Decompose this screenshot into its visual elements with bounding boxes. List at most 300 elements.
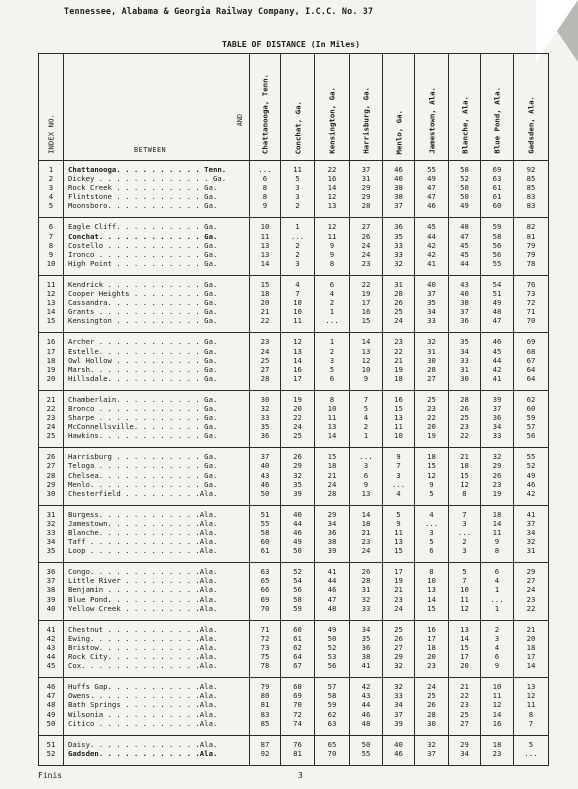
distance-value: 51 xyxy=(260,509,270,519)
distance-value: 29 xyxy=(394,652,403,662)
distance-cell xyxy=(281,333,315,390)
distance-value: 68 xyxy=(293,682,302,692)
distance-value: 37 xyxy=(460,307,469,317)
distance-value: 9 xyxy=(363,373,369,383)
distance-value: 62 xyxy=(526,394,536,404)
station-name: Blue Pond. . . . . . . . . . .Ala. xyxy=(68,594,218,604)
distance-cell xyxy=(383,735,415,765)
index-cell xyxy=(39,333,64,390)
distance-cell xyxy=(350,218,383,275)
distance-value: 45 xyxy=(460,249,469,259)
distance-value: 37 xyxy=(361,165,371,174)
distance-value: 70 xyxy=(327,748,337,758)
document-header: Tennessee, Alabama & Georgia Railway Company, I.C.C. No. 37 xyxy=(64,6,374,16)
distance-cell xyxy=(250,563,281,620)
index-cell xyxy=(39,563,64,620)
distance-value: 28 xyxy=(361,201,371,211)
distance-value: 37 xyxy=(427,748,436,758)
distance-value: 18 xyxy=(260,289,270,299)
distance-value: 24 xyxy=(394,603,403,613)
distance-value: 19 xyxy=(394,576,403,586)
distance-value: 35 xyxy=(460,337,469,347)
distance-value: 78 xyxy=(260,661,270,671)
distance-value: 10 xyxy=(327,403,337,413)
distance-value: 41 xyxy=(427,258,436,268)
distance-value: 56 xyxy=(327,661,337,671)
station-name: Harrisburg . . . . . . . . . . Ga. xyxy=(68,452,218,462)
index-number: 25 xyxy=(46,431,56,441)
index-number: 7 xyxy=(48,231,54,241)
station-name: Owl Hollow . . . . . . . . . . Ga. xyxy=(68,355,218,365)
index-number: 23 xyxy=(46,413,56,423)
distance-value: 12 xyxy=(526,691,536,701)
distance-value: 63 xyxy=(327,718,337,728)
index-number: 34 xyxy=(46,537,56,547)
distance-value: 14 xyxy=(327,431,337,441)
distance-value: 10 xyxy=(293,298,302,308)
distance-value: 14 xyxy=(427,594,436,604)
distance-value: 4 xyxy=(295,279,300,289)
distance-value: 35 xyxy=(394,231,403,241)
distance-value: 15 xyxy=(394,546,403,556)
distance-value: 8 xyxy=(262,192,268,202)
distance-value: 24 xyxy=(361,546,371,556)
distance-value: 4 xyxy=(329,289,335,299)
distance-cell xyxy=(281,563,315,620)
distance-value: 33 xyxy=(427,316,436,326)
distance-value: 17 xyxy=(526,652,536,662)
distance-value: 9 xyxy=(329,249,335,259)
distance-cell xyxy=(350,563,383,620)
index-number: 14 xyxy=(46,307,56,317)
distance-value: 73 xyxy=(526,289,536,299)
distance-value: 29 xyxy=(526,567,536,577)
distance-value: 17 xyxy=(394,567,403,577)
distance-value: 45 xyxy=(460,240,469,250)
distance-cell xyxy=(315,218,350,275)
distance-value: 10 xyxy=(492,682,502,692)
distance-cell xyxy=(315,275,350,332)
distance-value: 4 xyxy=(363,413,369,423)
index-number: 40 xyxy=(46,603,56,613)
station-name: Hillsdale. . . . . . . . . . . Ga. xyxy=(68,373,218,383)
station-header-label: Kensington, Ga. xyxy=(327,87,337,154)
distance-value: 40 xyxy=(260,461,270,471)
distance-value: 61 xyxy=(492,192,502,202)
distance-value: 36 xyxy=(492,413,502,423)
station-name: Citico . . . . . . . . . . . .Ala. xyxy=(68,718,218,728)
index-number: 35 xyxy=(46,546,56,556)
distance-value: 40 xyxy=(394,739,403,749)
distance-value: 83 xyxy=(526,201,536,211)
distance-value: 46 xyxy=(394,748,403,758)
distance-value: 34 xyxy=(460,346,469,356)
distance-value: 15 xyxy=(427,603,436,613)
distance-value: 23 xyxy=(492,479,502,489)
table-row-group xyxy=(39,505,549,562)
distance-value: 12 xyxy=(293,337,302,347)
distance-value: 43 xyxy=(460,279,469,289)
index-number: 36 xyxy=(46,567,56,577)
distance-value: 78 xyxy=(526,258,536,268)
table-row-group xyxy=(39,333,549,390)
station-name: Archer . . . . . . . . . . . . Ga. xyxy=(68,337,218,347)
distance-value: 12 xyxy=(327,192,337,202)
distance-value: 49 xyxy=(293,537,302,547)
distance-cell xyxy=(514,563,549,620)
distance-value: 33 xyxy=(361,603,371,613)
station-header xyxy=(250,54,281,161)
distance-cell xyxy=(415,505,449,562)
station-name: Eagle Cliff. . . . . . . . . . Ga. xyxy=(68,222,218,232)
distance-value: 26 xyxy=(427,700,436,710)
index-number: 32 xyxy=(46,518,56,528)
distance-value: 18 xyxy=(492,509,502,519)
distance-value: 22 xyxy=(293,413,302,423)
distance-value: 59 xyxy=(327,700,337,710)
distance-value: 24 xyxy=(293,422,302,432)
distance-value: 27 xyxy=(260,364,270,374)
distance-value: 29 xyxy=(293,461,302,471)
distance-value: 27 xyxy=(361,222,371,232)
distance-value: 2 xyxy=(462,537,467,547)
distance-value: 2 xyxy=(494,624,500,634)
distance-value: 44 xyxy=(361,700,371,710)
distance-cell xyxy=(481,161,514,218)
station-header-label: Blanche, Ala. xyxy=(460,96,469,154)
distance-value: 8 xyxy=(528,709,534,719)
distance-value: 34 xyxy=(394,700,403,710)
table-header-row xyxy=(39,54,549,161)
distance-value: 61 xyxy=(293,633,302,643)
distance-value: 1 xyxy=(295,222,300,232)
station-name: Rock City. . . . . . . . . . .Ala. xyxy=(68,652,218,662)
distance-value: 49 xyxy=(526,470,536,480)
distance-cell xyxy=(481,505,514,562)
distance-value: 21 xyxy=(526,624,536,634)
station-header-label: Blue Pond, Ala. xyxy=(492,87,502,154)
page-number: 3 xyxy=(298,771,303,780)
distance-value: 19 xyxy=(361,289,371,299)
distance-cell xyxy=(514,735,549,765)
station-name-cell xyxy=(64,505,250,562)
distance-value: 27 xyxy=(427,373,436,383)
distance-value: 51 xyxy=(492,289,502,299)
distance-value: 65 xyxy=(260,576,270,586)
distance-value: 7 xyxy=(396,461,401,471)
station-name: Chesterfield . . . . . . . . .Ala. xyxy=(68,488,218,498)
table-row-group xyxy=(39,275,549,332)
distance-value: 23 xyxy=(526,594,536,604)
distance-cell xyxy=(514,390,549,447)
index-number: 18 xyxy=(46,355,56,365)
index-number: 27 xyxy=(46,461,56,471)
distance-value: 6 xyxy=(494,652,500,662)
distance-value: 25 xyxy=(394,624,403,634)
distance-value: 16 xyxy=(327,174,337,184)
distance-table-body xyxy=(39,161,549,766)
distance-value: 27 xyxy=(460,718,469,728)
distance-value: 38 xyxy=(394,183,403,193)
distance-value: 25 xyxy=(293,431,302,441)
station-name: Blanche. . . . . . . . . . . .Ala. xyxy=(68,528,218,537)
distance-value: 55 xyxy=(260,518,270,528)
distance-cell xyxy=(281,448,315,505)
table-row-group xyxy=(39,563,549,620)
distance-cell xyxy=(315,161,350,218)
distance-value: 23 xyxy=(361,258,371,268)
distance-value: 37 xyxy=(526,518,536,528)
between-header xyxy=(64,54,250,161)
distance-value: 22 xyxy=(361,279,371,289)
distance-value: 26 xyxy=(361,567,371,577)
station-name-cell xyxy=(64,333,250,390)
distance-value: 9 xyxy=(396,452,401,462)
station-name: Kendrick . . . . . . . . . . . Ga. xyxy=(68,279,218,289)
distance-value: 85 xyxy=(526,183,536,193)
distance-value: 11 xyxy=(492,528,502,537)
index-number: 45 xyxy=(46,661,56,671)
distance-value: 70 xyxy=(260,603,270,613)
distance-value: 14 xyxy=(361,337,371,347)
distance-value: 25 xyxy=(460,709,469,719)
distance-value: 12 xyxy=(327,222,337,232)
distance-value: 83 xyxy=(260,709,270,719)
distance-cell xyxy=(350,275,383,332)
distance-value: 25 xyxy=(460,413,469,423)
distance-value: 14 xyxy=(492,518,502,528)
distance-value: 13 xyxy=(361,346,371,356)
distance-value: 87 xyxy=(260,739,270,749)
distance-value: 69 xyxy=(492,165,502,174)
distance-value: 7 xyxy=(363,394,369,404)
index-number: 49 xyxy=(46,709,56,719)
distance-value: 19 xyxy=(492,488,502,498)
distance-value: 24 xyxy=(394,316,403,326)
distance-cell xyxy=(514,333,549,390)
station-name: Chestnut . . . . . . . . . . .Ala. xyxy=(68,624,218,634)
distance-value: 3 xyxy=(295,258,300,268)
distance-value: 25 xyxy=(427,691,436,701)
index-number: 50 xyxy=(46,718,56,728)
distance-value: 55 xyxy=(361,748,371,758)
station-name: McConnellsville. . . . . . . . Ga. xyxy=(68,422,218,432)
table-row-group xyxy=(39,390,549,447)
distance-value: 22 xyxy=(526,603,536,613)
index-number: 30 xyxy=(46,488,56,498)
distance-value: 13 xyxy=(526,682,536,692)
station-name-cell xyxy=(64,563,250,620)
index-number: 21 xyxy=(46,394,56,404)
station-name: Chamberlain. . . . . . . . . . Ga. xyxy=(68,394,218,404)
index-number: 1 xyxy=(48,165,54,174)
distance-value: 56 xyxy=(293,585,302,595)
distance-cell xyxy=(350,620,383,677)
index-cell xyxy=(39,505,64,562)
distance-value: 21 xyxy=(361,528,371,537)
station-header xyxy=(315,54,350,161)
distance-value: 68 xyxy=(526,346,536,356)
distance-cell xyxy=(481,563,514,620)
distance-value: 19 xyxy=(427,431,436,441)
distance-value: 32 xyxy=(394,258,403,268)
distance-value: 40 xyxy=(427,279,436,289)
distance-value: 21 xyxy=(460,452,469,462)
distance-value: 1 xyxy=(494,603,500,613)
station-name: Dickey . . . . . . . . . . . . . Ga. xyxy=(68,174,227,184)
distance-value: 54 xyxy=(492,279,502,289)
station-name: Estelle. . . . . . . . . . . . Ga. xyxy=(68,346,218,356)
distance-cell xyxy=(250,505,281,562)
distance-value: 13 xyxy=(260,249,270,259)
distance-value: 25 xyxy=(260,355,270,365)
distance-cell xyxy=(449,218,481,275)
distance-value: 32 xyxy=(427,337,436,347)
distance-value: 31 xyxy=(460,364,469,374)
distance-value: 45 xyxy=(427,222,436,232)
table-row-group xyxy=(39,678,549,735)
distance-value: 67 xyxy=(526,355,536,365)
station-name: Little River . . . . . . . . .Ala. xyxy=(68,576,218,586)
station-header xyxy=(449,54,481,161)
distance-value: 34 xyxy=(526,528,536,537)
distance-value: 9 xyxy=(262,201,268,211)
station-name: Loop . . . . . . . . . . . . .Ala. xyxy=(68,546,218,556)
distance-cell xyxy=(250,448,281,505)
distance-value: 11 xyxy=(526,700,536,710)
distance-value: 19 xyxy=(394,364,403,374)
distance-cell xyxy=(281,390,315,447)
distance-cell xyxy=(449,275,481,332)
index-cell xyxy=(39,735,64,765)
distance-value: 16 xyxy=(361,307,371,317)
station-name-cell xyxy=(64,735,250,765)
distance-value: 37 xyxy=(394,201,403,211)
distance-value: 11 xyxy=(260,231,270,241)
distance-value: 37 xyxy=(260,452,270,462)
station-header-label: Harrisburg, Ga. xyxy=(361,87,371,154)
distance-value: 48 xyxy=(361,718,371,728)
distance-value: 69 xyxy=(260,594,270,604)
distance-value: 50 xyxy=(460,192,469,202)
distance-value: 12 xyxy=(460,603,469,613)
distance-value: 59 xyxy=(492,222,502,232)
index-number: 26 xyxy=(46,452,56,462)
distance-value: 34 xyxy=(327,518,337,528)
distance-value: 9 xyxy=(494,661,500,671)
index-number: 44 xyxy=(46,652,56,662)
distance-value: 52 xyxy=(460,174,469,184)
distance-value: 13 xyxy=(327,201,337,211)
index-number: 6 xyxy=(48,222,54,232)
distance-value: 22 xyxy=(327,165,337,174)
distance-cell xyxy=(449,620,481,677)
index-number: 41 xyxy=(46,624,56,634)
distance-value: 3 xyxy=(363,461,369,471)
station-name: Rock Creek . . . . . . . . . . Ga. xyxy=(68,183,218,193)
distance-value: 22 xyxy=(460,431,469,441)
index-number: 42 xyxy=(46,633,56,643)
distance-value: 18 xyxy=(427,642,436,652)
station-name: Moonsboro. . . . . . . . . . . Ga. xyxy=(68,201,218,211)
index-number: 51 xyxy=(46,739,56,749)
station-name: Chattanooga. . . . . . . . . . Tenn. xyxy=(68,165,227,174)
distance-value: 2 xyxy=(363,422,369,432)
distance-value: 80 xyxy=(260,691,270,701)
station-name: Wilsonia . . . . . . . . . . .Ala. xyxy=(68,709,218,719)
station-header xyxy=(383,54,415,161)
distance-value: 13 xyxy=(394,537,403,547)
index-number: 39 xyxy=(46,594,56,604)
index-cell xyxy=(39,390,64,447)
distance-value: 35 xyxy=(293,479,302,489)
distance-value: 29 xyxy=(361,183,371,193)
distance-value: 27 xyxy=(526,576,536,586)
distance-cell xyxy=(481,735,514,765)
distance-cell xyxy=(350,505,383,562)
distance-value: 11 xyxy=(492,691,502,701)
distance-value: 14 xyxy=(460,633,469,643)
distance-value: 57 xyxy=(327,682,337,692)
distance-cell xyxy=(415,275,449,332)
distance-value: 44 xyxy=(460,258,469,268)
distance-value: 20 xyxy=(526,633,536,643)
distance-value: 18 xyxy=(460,461,469,471)
station-name: Grants . . . . . . . . . . . . Ga. xyxy=(68,307,218,317)
index-cell xyxy=(39,275,64,332)
distance-value: 44 xyxy=(293,518,302,528)
table-row-group xyxy=(39,218,549,275)
distance-value: 47 xyxy=(427,192,436,202)
distance-value: 13 xyxy=(361,488,371,498)
distance-value: 35 xyxy=(361,633,371,643)
distance-value: 21 xyxy=(394,585,403,595)
distance-value: 82 xyxy=(526,222,536,232)
distance-value: 8 xyxy=(429,567,434,577)
distance-value: 2 xyxy=(295,249,300,259)
distance-value: 7 xyxy=(295,289,300,299)
distance-cell xyxy=(514,161,549,218)
distance-value: 10 xyxy=(460,585,469,595)
distance-value: 79 xyxy=(526,240,536,250)
distance-value: 9 xyxy=(363,479,369,489)
distance-cell xyxy=(383,333,415,390)
distance-value: 15 xyxy=(260,279,270,289)
index-number: 13 xyxy=(46,298,56,308)
distance-value: 73 xyxy=(260,642,270,652)
distance-value: 33 xyxy=(394,691,403,701)
distance-value: 58 xyxy=(460,165,469,174)
index-number: 43 xyxy=(46,642,56,652)
distance-cell xyxy=(350,678,383,735)
distance-value: 22 xyxy=(260,316,270,326)
station-name: Bronco . . . . . . . . . . . . Ga. xyxy=(68,403,218,413)
distance-cell xyxy=(281,505,315,562)
distance-value: 69 xyxy=(526,337,536,347)
distance-value: 50 xyxy=(361,739,371,749)
distance-value: ... xyxy=(424,518,439,528)
distance-value: 24 xyxy=(361,240,371,250)
distance-value: 23 xyxy=(492,748,502,758)
distance-value: 33 xyxy=(394,249,403,259)
distance-value: 15 xyxy=(460,642,469,652)
index-number: 5 xyxy=(48,201,54,211)
distance-value: 21 xyxy=(394,355,403,365)
distance-value: 11 xyxy=(394,528,403,537)
distance-cell xyxy=(315,678,350,735)
distance-value: 92 xyxy=(260,748,270,758)
distance-cell xyxy=(350,333,383,390)
